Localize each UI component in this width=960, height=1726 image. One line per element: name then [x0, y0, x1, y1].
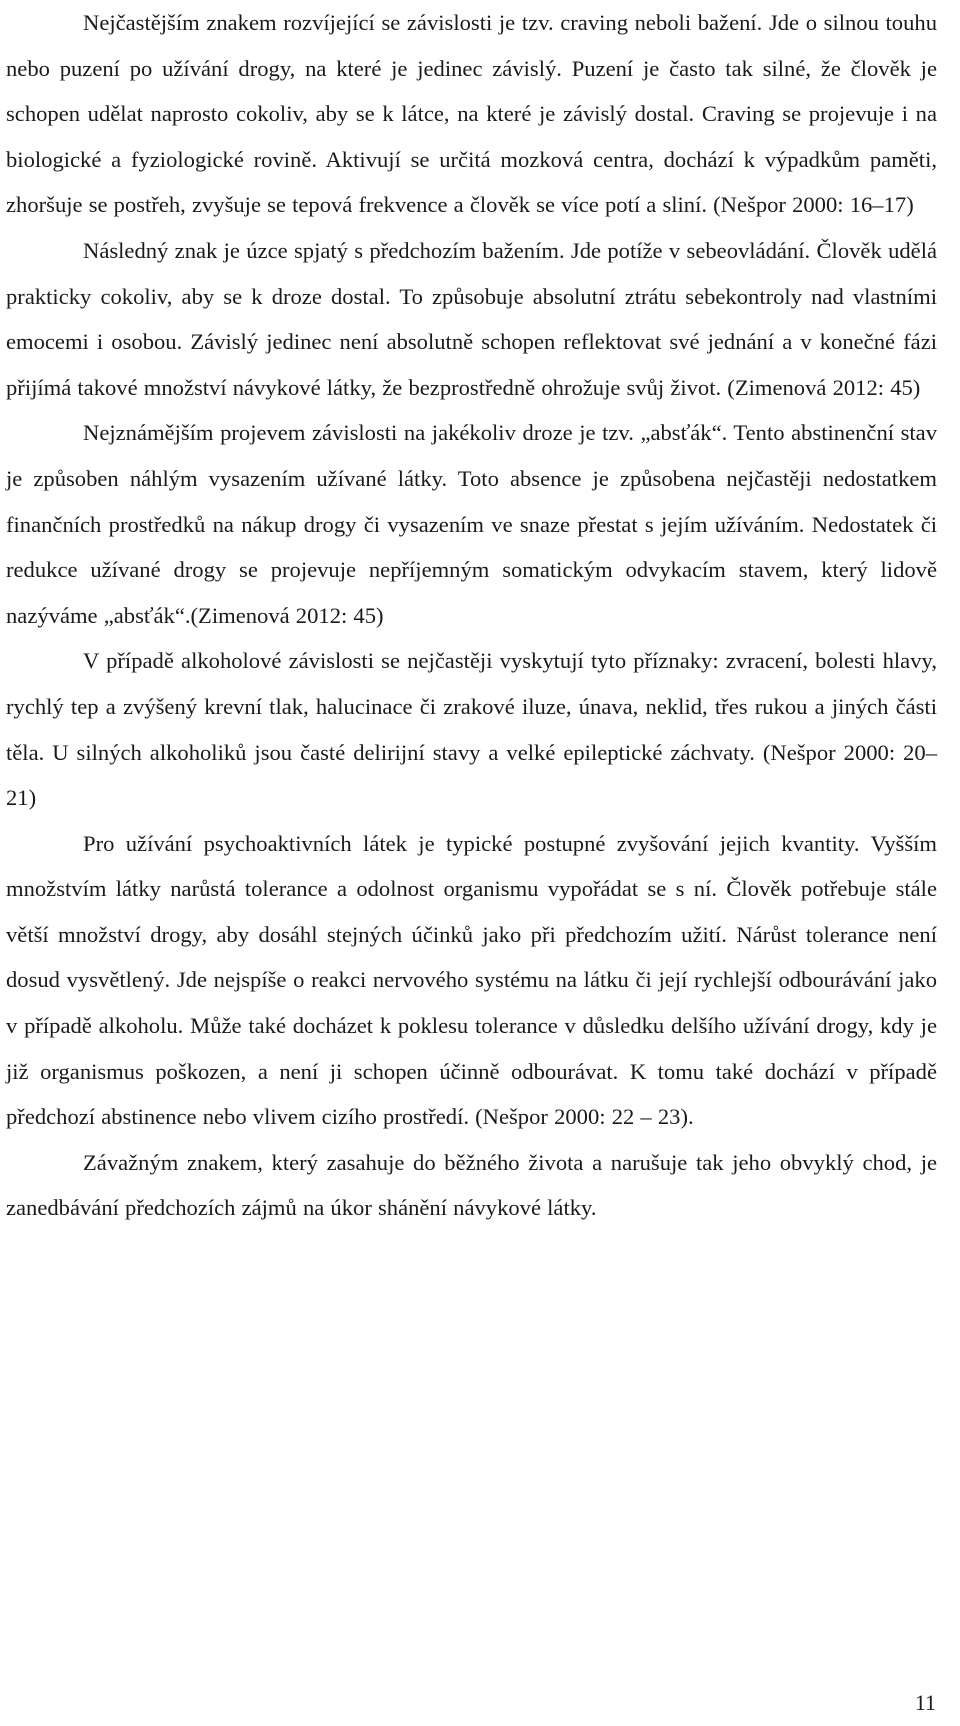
body-text — [6, 0, 937, 1231]
paragraph-withdrawal: Nejznámějším projevem závislosti na jakékoliv droze je tzv. „absťák“. Tento abstinenční stav je způsoben náhlým vysazením užívané látky. Toto absence je způsobena nejčastěji nedostatkem finančních prostředků na nákup drogy či vysazením ve snaze přestat s jejím užíváním. Nedostatek či redukce užívané drogy se projevuje nepříjemným somatickým odvykacím stavem, který lidově nazýváme „absťák“.(Zimenová 2012: 45) — [6, 420, 937, 628]
paragraph-neglect: Závažným znakem, který zasahuje do běžného života a narušuje tak jeho obvyklý chod, je zanedbávání předchozích zájmů na úkor shánění návykové látky. — [6, 1149, 937, 1221]
paragraph-alcohol-symptoms: V případě alkoholové závislosti se nejčastěji vyskytují tyto příznaky: zvracení, bolesti hlavy, rychlý tep a zvýšený krevní tlak, halucinace či zrakové iluze, únava, neklid, třes rukou a jiných části těla. U silných alkoholiků jsou časté delirijní stavy a velké epileptické záchvaty. (Nešpor 2000: 20–21) — [6, 648, 937, 811]
paragraph-craving: Nejčastějším znakem rozvíjející se závislosti je tzv. craving neboli bažení. Jde o silnou touhu nebo puzení po užívání drogy, na které je jedinec závislý. Puzení je často tak silné, že člověk je schopen udělat naprosto cokoliv, aby se k látce, na které je závislý dostal. Craving se projevuje i na biologické a fyziologické rovině. Aktivují se určitá mozková centra, dochází k výpadkům paměti, zhoršuje se postřeh, zvyšuje se tepová frekvence a člověk se více potí a sliní. (Nešpor 2000: 16–17) — [6, 10, 937, 218]
paragraph-tolerance: Pro užívání psychoaktivních látek je typické postupné zvyšování jejich kvantity. Vyšším množstvím látky narůstá tolerance a odolnost organismu vypořádat se s ní. Člověk potřebuje stále větší množství drogy, aby dosáhl stejných účinků jako při předchozím užití. Nárůst tolerance není dosud vysvětlený. Jde nejspíše o reakci nervového systému na látku či její rychlejší odbourávání jako v případě alkoholu. Může také docházet k poklesu tolerance v důsledku delšího užívání drogy, kdy je již organismus poškozen, a není ji schopen účinně odbourávat. K tomu také dochází v případě předchozí abstinence nebo vlivem cizího prostředí. (Nešpor 2000: 22 – 23). — [6, 830, 937, 1130]
paragraph-self-control: Následný znak je úzce spjatý s předchozím bažením. Jde potíže v sebeovládání. Člověk udělá prakticky cokoliv, aby se k droze dostal. To způsobuje absolutní ztrátu sebekontroly nad vlastními emocemi i osobou. Závislý jedinec není absolutně schopen reflektovat své jednání a v konečné fázi přijímá takové množství návykové látky, že bezprostředně ohrožuje svůj život. (Zimenová 2012: 45) — [6, 237, 937, 400]
page-number: 11 — [914, 1690, 936, 1715]
